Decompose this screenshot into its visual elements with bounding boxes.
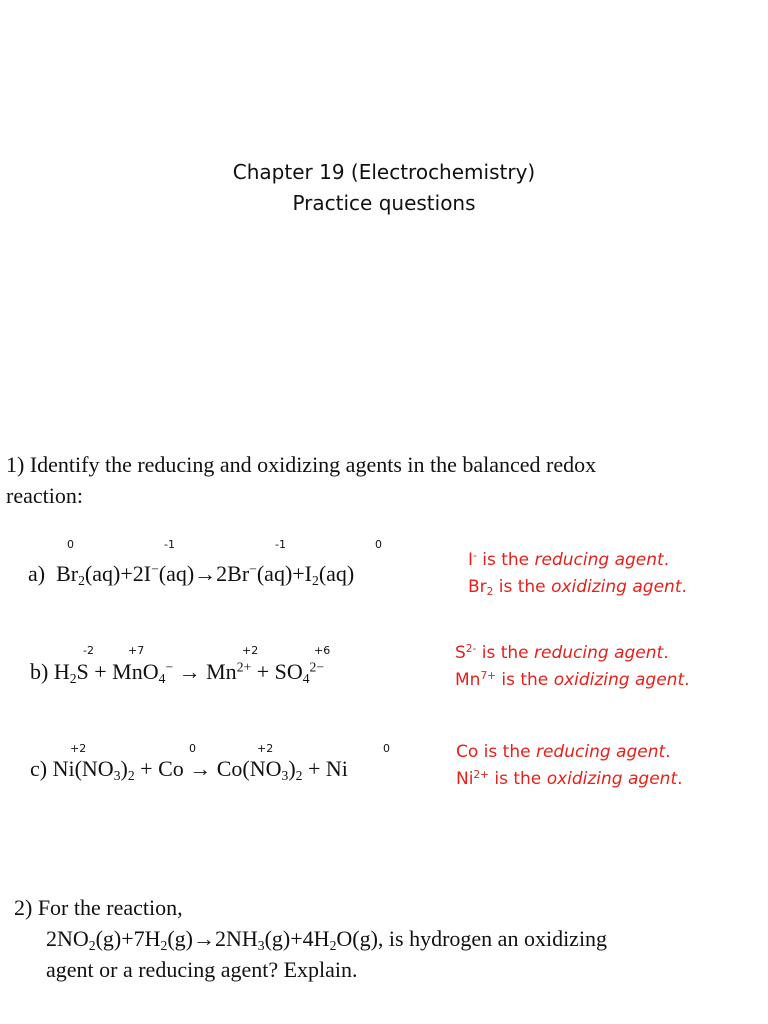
equation-b: b) $H_2S + MnO_4^- \to Mn^{2+} + SO_4^{2-}$ (30, 659, 325, 687)
oxidation-number: 0 (67, 538, 74, 551)
part-a-label: a) (28, 561, 46, 586)
question-2-line-3: agent or a reducing agent? Explain. (46, 957, 358, 982)
equation-a: a) $Br_2(aq)+2I^-(aq)\to 2Br^-(aq)+I_2(aq)$ (28, 561, 355, 589)
answer-c: Co is the reducing agent. $Ni^{2+}$ is the oxidizing agent. (456, 742, 683, 789)
question-1-line-2: reaction: (6, 483, 83, 508)
question-2-line-2: $2NO_2(g)+7H_2(g)\to 2NH_3(g)+4H_2O(g)$, is hydrogen an oxidizing (46, 926, 608, 954)
oxidation-number: +6 (314, 644, 331, 657)
answer-a: I- is the reducing agent. $Br_2$ is the oxidizing agent. (468, 550, 687, 599)
page-subtitle: Practice questions (292, 191, 476, 215)
oxidation-number: 0 (189, 742, 196, 755)
answer-b: $S^{2-}$ is the reducing agent. $Mn^{7+}$ is the oxidizing agent. (455, 643, 690, 690)
oxidation-number: +2 (70, 742, 87, 755)
oxidation-number: 0 (375, 538, 382, 551)
part-b-label: b) (30, 659, 49, 684)
oxidation-number: +7 (128, 644, 145, 657)
equation-c: c) $Ni(NO_3)_2 + Co \to Co(NO_3)_2 + Ni$ (30, 756, 348, 784)
oxidation-number: +2 (257, 742, 274, 755)
question-2-line-1: 2) For the reaction, (14, 895, 183, 920)
oxidation-number: +2 (242, 644, 259, 657)
oxidation-number: -1 (164, 538, 175, 551)
oxidation-number: 0 (383, 742, 390, 755)
oxidation-number: -1 (275, 538, 286, 551)
page-title: Chapter 19 (Electrochemistry) (232, 160, 536, 184)
oxidation-number: -2 (83, 644, 94, 657)
question-1-line-1: 1) Identify the reducing and oxidizing agents in the balanced redox (6, 452, 597, 477)
part-c-label: c) (30, 756, 48, 781)
